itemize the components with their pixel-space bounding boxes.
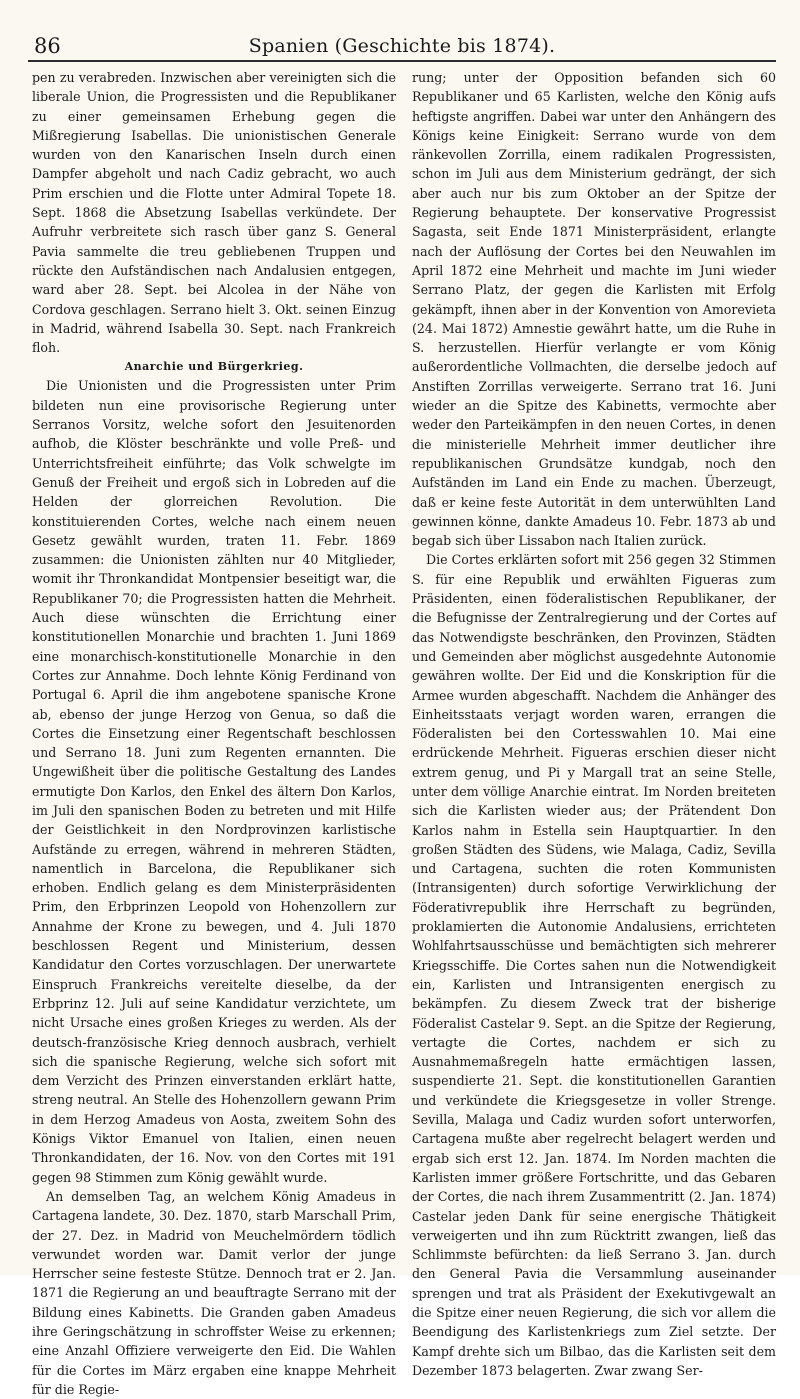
page-number: 86: [34, 34, 61, 58]
text-columns: [32, 68, 776, 1397]
left-column: [32, 68, 396, 1397]
paragraph: An demselben Tag, an welchem König Amadeus in Cartagena landete, 30. Dez. 1870, starb Marschall Prim, der 27. Dez. in Madrid von Meuchelmördern tödlich verwundet worden war. Damit verlor der junge Herrscher seine festeste Stütze. Dennoch trat er 2. Jan. 1871 die Regierung an und beauftragte Serrano mit der Bildung eines Kabinetts. Die Granden gaben Amadeus ihre Geringschätzung in schroffster Weise zu erkennen; eine Anzahl Offiziere verweigerte den Eid. Die Wahlen für die Cortes im März ergaben eine knappe Mehrheit für die Regie-: [32, 1188, 396, 1397]
section-heading: Anarchie und Bürgerkrieg.: [124, 360, 304, 374]
paragraph: Die Cortes erklärten sofort mit 256 gegen 32 Stimmen S. für eine Republik und erwählten Figueras zum Präsidenten, einen föderalistischen Republikaner, der die Befugnisse der Zentralregierung und der Cortes auf das Notwendigste beschränken, den Provinzen, Städten und Gemeinden aber möglichst ausgedehnte Autonomie gewähren wollte. Der Eid und die Konskription für die Armee wurden abgeschafft. Nachdem die Anhänger des Einheitsstaats verjagt worden waren, errangen die Föderalisten bei den Cortesswahlen 10. Mai eine erdrückende Mehrheit. Figueras erschien dieser nicht extrem genug, und Pi y Margall trat an seine Stelle, unter dem völlige Anarchie eintrat. Im Norden breiteten sich die Karlisten wieder aus; der Prätendent Don Karlos nahm in Estella sein Hauptquartier. In den großen Städten des Südens, wie Malaga, Cadiz, Sevilla und Cartagena, suchten die roten Kommunisten (Intransigenten) durch sofortige Verwirklichung der Föderativrepublik ihre Herrschaft zu begründen, proklamierten die Autonomie Andalusiens, errichteten Wohlfahrtsausschüsse und bemächtigten sich mehrerer Kriegsschiffe. Die Cortes sahen nun die Notwendigkeit ein, Karlisten und Intransigenten energisch zu bekämpfen. Zu diesem Zweck trat der bisherige Föderalist Castelar 9. Sept. an die Spitze der Regierung, vertagte die Cortes, nachdem er sich zu Ausnahmemaßregeln hatte ermächtigen lassen, suspendierte 21. Sept. die konstitutionellen Garantien und verkündete die Kriegsgesetze in voller Strenge. Sevilla, Malaga und Cadiz wurden sofort unterworfen, Cartagena mußte aber regelrecht belagert werden und ergab sich erst 12. Jan. 1874. Im Norden machten die Karlisten immer größere Fortschritte, und das Gebaren der Cortes, die nach ihrem Zusammentritt (2. Jan. 1874) Castelar jeden Dank für seine energische Thätigkeit verweigerten und ihn zum Rücktritt zwangen, ließ das Schlimmste befürchten: da ließ Serrano 3. Jan. durch den General Pavia die Versammlung auseinander sprengen und trat als Präsident der Exekutivgewalt an die Spitze einer neuen Regierung, die sich vor allem die Beendigung des Karlistenkriegs zum Ziel setzte. Der Kampf drehte sich um Bilbao, das die Karlisten seit dem Dezember 1873 belagerten. Zwar zwang Ser-: [412, 552, 776, 1378]
paragraph: rung; unter der Opposition befanden sich 60 Republikaner und 65 Karlisten, welche den König aufs heftigste angriffen. Dabei war unter den Anhängern des Königs keine Einigkeit: Serrano wurde von dem ränkevollen Zorrilla, einem radikalen Progressisten, schon im Juli aus dem Ministerium gedrängt, der sich aber auch nur bis zum Oktober an der Spitze der Regierung behauptete. Der konservative Progressist Sagasta, seit Ende 1871 Ministerpräsident, erlangte nach der Auflösung der Cortes bei den Neuwahlen im April 1872 eine Mehrheit und machte im Juni wieder Serrano Platz, der gegen die Karlisten mit Erfolg gekämpft, ihnen aber in der Konvention von Amorevieta (24. Mai 1872) Amnestie gewährt hatte, um die Ruhe in S. herzustellen. Hierfür verlangte er vom König außerordentliche Vollmachten, die derselbe jedoch auf Anstiften Zorrillas verweigerte. Serrano trat 16. Juni wieder an die Spitze des Kabinetts, vermochte aber weder den Parteikämpfen in den neuen Cortes, in denen die ministerielle Mehrheit immer deutlicher ihre republikanischen Grundsätze kundgab, noch den Aufständen im Land ein Ende zu machen. Überzeugt, daß er keine feste Autorität in dem unterwühlten Land gewinnen könne, dankte Amadeus 10. Febr. 1873 ab und begab sich über Lissabon nach Italien zurück.: [412, 70, 776, 549]
running-title: Spanien (Geschichte bis 1874).: [248, 35, 556, 57]
right-column: [412, 68, 776, 1378]
paragraph: pen zu verabreden. Inzwischen aber vereinigten sich die liberale Union, die Progressisten und die Republikaner zu einer gemeinsamen Erhebung gegen die Mißregierung Isabellas. Die unionistischen Generale wurden von den Kanarischen Inseln durch einen Dampfer abgeholt und nach Cadiz gebracht, wo auch Prim erschien und die Flotte unter Admiral Topete 18. Sept. 1868 die Absetzung Isabellas verkündete. Der Aufruhr verbreitete sich rasch über ganz S. General Pavia sammelte die treu gebliebenen Truppen und rückte den Aufständischen nach Andalusien entgegen, ward aber 28. Sept. bei Alcolea in der Nähe von Cordova geschlagen. Serrano hielt 3. Okt. seinen Einzug in Madrid, während Isabella 30. Sept. nach Frankreich floh.: [32, 70, 396, 356]
paragraph: Die Unionisten und die Progressisten unter Prim bildeten nun eine provisorische Regierung unter Serranos Vorsitz, welche sofort den Jesuitenorden aufhob, die Klöster beschränkte und volle Preß- und Unterrichtsfreiheit einführte; das Volk schwelgte im Genuß der Freiheit und ergoß sich in Lobreden auf die Helden der glorreichen Revolution. Die konstituierenden Cortes, welche nach einem neuen Gesetz gewählt wurden, traten 11. Febr. 1869 zusammen: die Unionisten zählten nur 40 Mitglieder, womit ihr Thronkandidat Montpensier beseitigt war, die Republikaner 70; die Progressisten hatten die Mehrheit. Auch diese wünschten die Errichtung einer konstitutionellen Monarchie und brachten 1. Juni 1869 eine monarchisch-konstitutionelle Monarchie in den Cortes zur Annahme. Doch lehnte König Ferdinand von Portugal 6. April die ihm angebotene spanische Krone ab, ebenso der junge Herzog von Genua, so daß die Cortes die Einsetzung einer Regentschaft beschlossen und Serrano 18. Juni zum Regenten ernannten. Die Ungewißheit über die politische Gestaltung des Landes ermutigte Don Karlos, den Enkel des ältern Don Karlos, im Juli den spanischen Boden zu betreten und mit Hilfe der Geistlichkeit in den Nordprovinzen karlistische Aufstände zu erregen, während in mehreren Städten, namentlich in Barcelona, die Republikaner sich erhoben. Endlich gelang es dem Ministerpräsidenten Prim, den Erbprinzen Leopold von Hohenzollern zur Annahme der Krone zu bewegen, und 4. Juli 1870 beschlossen Regent und Ministerium, dessen Kandidatur den Cortes vorzuschlagen. Der unerwartete Einspruch Frankreichs vereitelte dieselbe, da der Erbprinz 12. Juli auf seine Kandidatur verzichtete, um nicht Ursache eines großen Krieges zu werden. Als der deutsch-französische Krieg dennoch ausbrach, verhielt sich die spanische Regierung, welche sich sofort mit dem Verzicht des Prinzen einverstanden erklärt hatte, streng neutral. An Stelle des Hohenzollern gewann Prim in dem Herzog Amadeus von Aosta, zweitem Sohn des Königs Viktor Emanuel von Italien, einen neuen Thronkandidaten, der 16. Nov. von den Cortes mit 191 gegen 98 Stimmen zum König gewählt wurde.: [32, 378, 396, 1185]
page-header: [28, 28, 776, 62]
